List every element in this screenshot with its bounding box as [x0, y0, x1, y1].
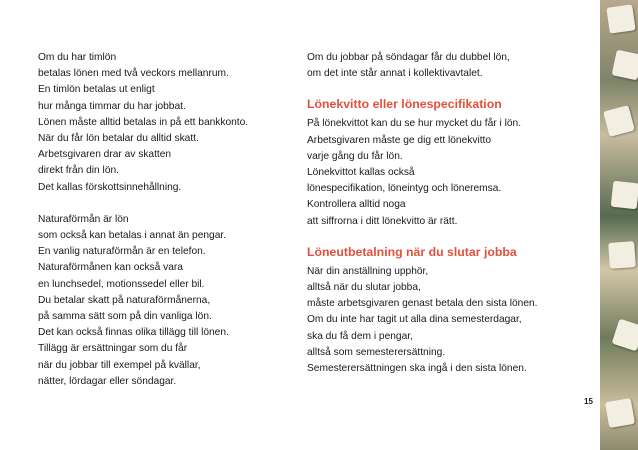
text-line: alltså när du slutar jobba, [307, 282, 421, 294]
text-line: betalas lönen med två veckors mellanrum. [38, 68, 229, 80]
letter-tile-icon [603, 105, 635, 137]
text-line: Kontrollera alltid noga [307, 199, 406, 211]
text-line: Tillägg är ersättningar som du får [38, 343, 188, 355]
text-line: som också kan betalas i annat än pengar. [38, 230, 227, 242]
text-line: ska du få dem i pengar, [307, 330, 413, 342]
text-line: Det kan också finnas olika tillägg till lönen. [38, 327, 229, 339]
section-heading-lonekvitto: Lönekvitto eller lönespecifikation [307, 97, 502, 112]
paragraph-lonekvitto [307, 116, 567, 229]
page-number: 15 [584, 397, 593, 406]
text-line: när du jobbar till exempel på kvällar, [38, 359, 201, 371]
letter-tile-icon [608, 241, 636, 269]
text-line: En timlön betalas ut enligt [38, 84, 155, 96]
right-column [307, 50, 567, 377]
text-line: en lunchsedel, motionssedel eller bil. [38, 278, 205, 290]
text-line: Lönen måste alltid betalas in på ett bankkonto. [38, 116, 249, 128]
text-line: När du får lön betalar du alltid skatt. [38, 133, 199, 145]
text-line: Du betalar skatt på naturaförmånerna, [38, 294, 211, 306]
paragraph-spacer [38, 196, 278, 212]
text-line: alltså som semesterersättning. [307, 346, 446, 358]
text-line: Om du inte har tagit ut alla dina semesterdagar, [307, 314, 522, 326]
letter-tile-icon [612, 319, 638, 352]
text-line: måste arbetsgivaren genast betala den sista lönen. [307, 298, 538, 310]
paragraph-loneutbetalning [307, 264, 567, 377]
text-line: varje gång du får lön. [307, 150, 403, 162]
text-line: direkt från din lön. [38, 165, 119, 177]
text-line: Arbetsgivaren måste ge dig ett lönekvitto [307, 134, 492, 146]
paragraph-timlon [38, 50, 278, 196]
section-heading-loneutbetalning: Löneutbetalning när du slutar jobba [307, 244, 517, 259]
text-line: på samma sätt som på din vanliga lön. [38, 311, 212, 323]
letter-tile-icon [612, 50, 638, 81]
text-line: hur många timmar du har jobbat. [38, 100, 186, 112]
text-line: att siffrorna i ditt lönekvitto är rätt. [307, 215, 458, 227]
text-line: På lönekvittot kan du se hur mycket du får i lön. [307, 118, 522, 130]
letter-tile-icon [606, 4, 635, 33]
text-line: Naturaförmån är lön [38, 213, 129, 225]
text-line: om det inte står annat i kollektivavtalet. [307, 68, 483, 80]
letter-tile-icon [611, 181, 638, 210]
paragraph-naturaforman [38, 212, 278, 390]
text-line: Om du har timlön [38, 52, 117, 63]
text-line: nätter, lördagar eller söndagar. [38, 375, 177, 387]
text-line: Semesterersättningen ska ingå i den sista lönen. [307, 363, 527, 375]
decorative-photo-strip [600, 0, 638, 450]
letter-tile-icon [605, 398, 635, 428]
text-line: Lönekvittot kallas också [307, 167, 415, 179]
text-line: Naturaförmånen kan också vara [38, 262, 183, 274]
left-column [38, 50, 278, 390]
paragraph-sondag [307, 50, 567, 82]
text-line: När din anställning upphör, [307, 265, 429, 277]
text-line: Om du jobbar på söndagar får du dubbel lön, [307, 52, 510, 63]
text-line: lönespecifikation, löneintyg och löneremsa. [307, 183, 502, 195]
text-line: Det kallas förskottsinnehållning. [38, 181, 182, 193]
text-line: En vanlig naturaförmån är en telefon. [38, 246, 206, 258]
text-line: Arbetsgivaren drar av skatten [38, 149, 172, 161]
